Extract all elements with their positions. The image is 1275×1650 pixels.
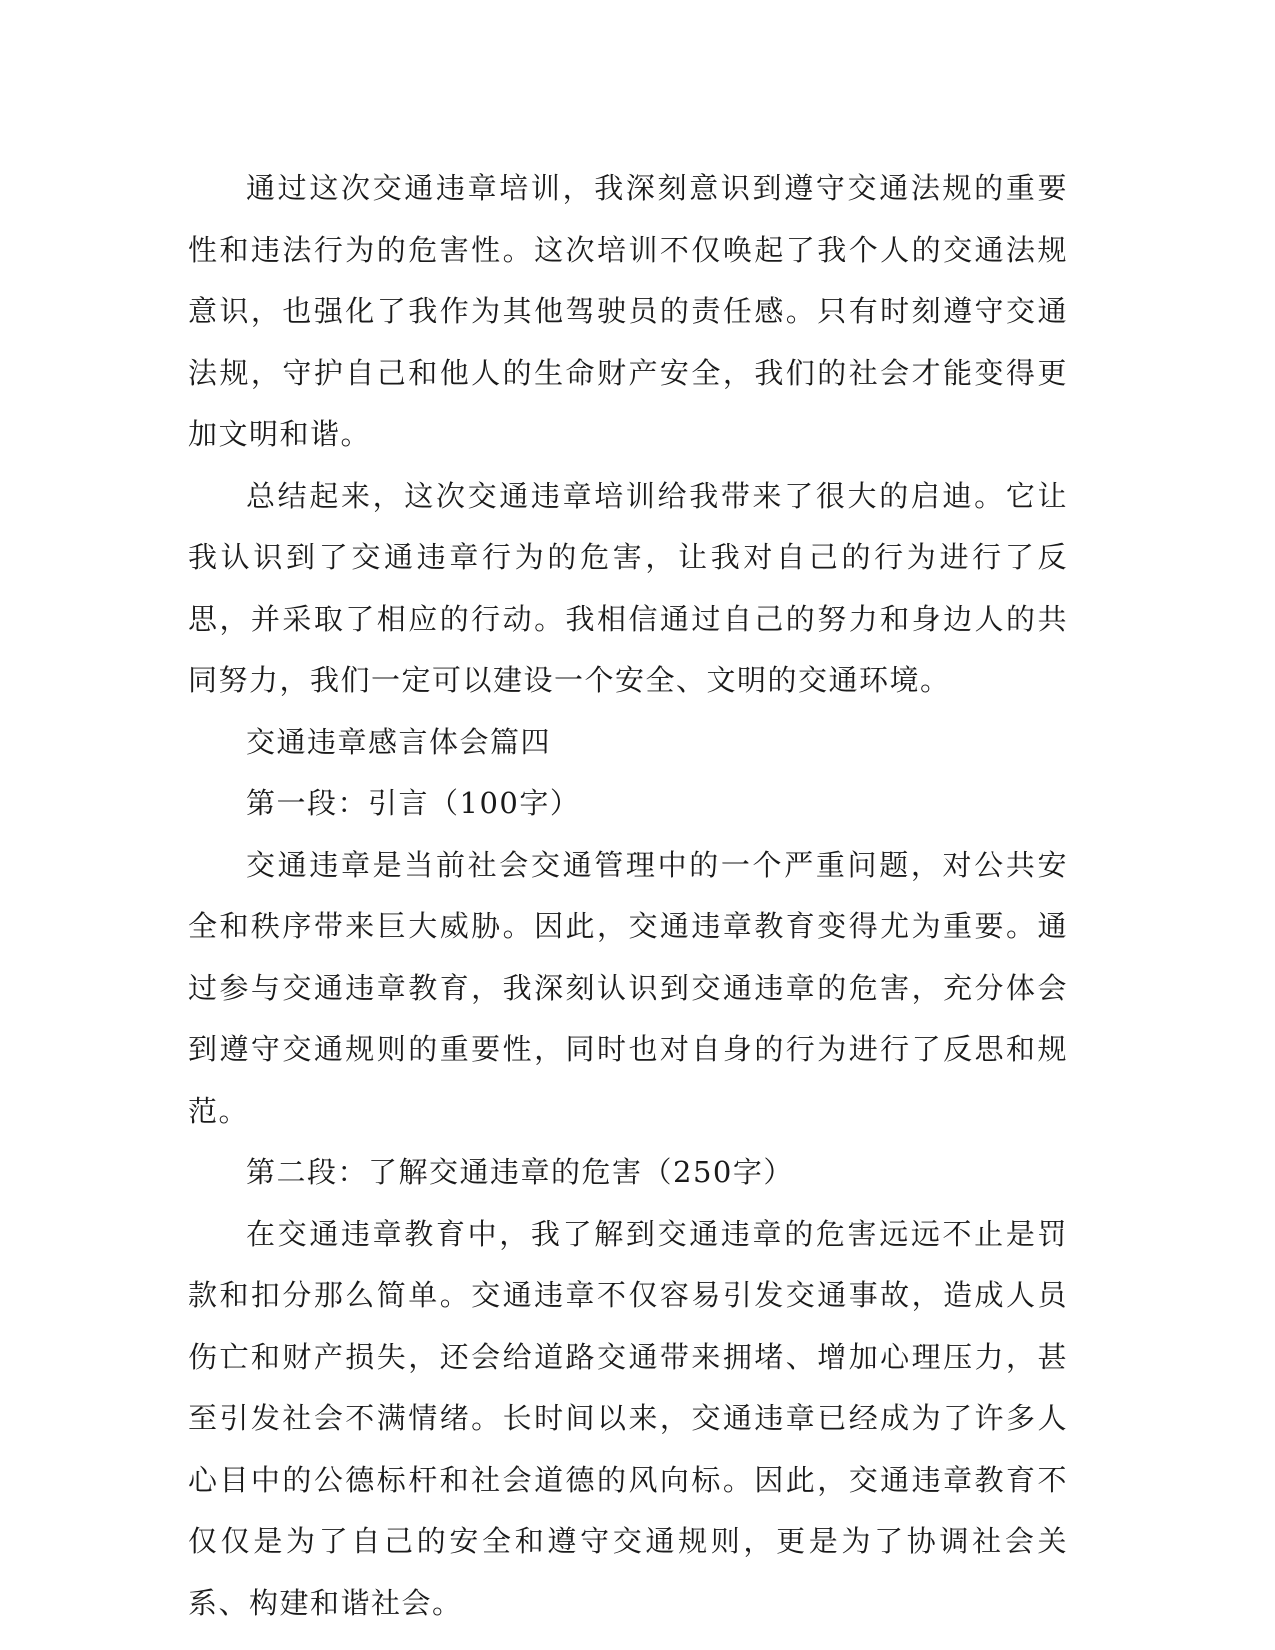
paragraph-introduction: 交通违章是当前社会交通管理中的一个严重问题，对公共安全和秩序带来巨大威胁。因此，交通违章教育变得尤为重要。通过参与交通违章教育，我深刻认识到交通违章的危害，充分体会到遵守交通规则的重要性，同时也对自身的行为进行了反思和规范。	[188, 847, 1068, 1128]
document-body	[188, 158, 1068, 1634]
paragraph-summary: 总结起来，这次交通违章培训给我带来了很大的启迪。它让我认识到了交通违章行为的危害，让我对自己的行为进行了反思，并采取了相应的行动。我相信通过自己的努力和身边人的共同努力，我们一定可以建设一个安全、文明的交通环境。	[188, 478, 1068, 697]
paragraph-hazards: 在交通违章教育中，我了解到交通违章的危害远远不止是罚款和扣分那么简单。交通违章不仅容易引发交通事故，造成人员伤亡和财产损失，还会给道路交通带来拥堵、增加心理压力，甚至引发社会不满情绪。长时间以来，交通违章已经成为了许多人心目中的公德标杆和社会道德的风向标。因此，交通违章教育不仅仅是为了自己的安全和遵守交通规则，更是为了协调社会关系、构建和谐社会。	[188, 1216, 1068, 1620]
section-title: 交通违章感言体会篇四	[246, 724, 552, 759]
paragraph-training-reflection: 通过这次交通违章培训，我深刻意识到遵守交通法规的重要性和违法行为的危害性。这次培训不仅唤起了我个人的交通法规意识，也强化了我作为其他驾驶员的责任感。只有时刻遵守交通法规，守护自己和他人的生命财产安全，我们的社会才能变得更加文明和谐。	[188, 171, 1068, 451]
heading-part-one: 第一段：引言（100字）	[246, 786, 581, 820]
heading-part-two: 第二段：了解交通违章的危害（250字）	[246, 1155, 794, 1189]
